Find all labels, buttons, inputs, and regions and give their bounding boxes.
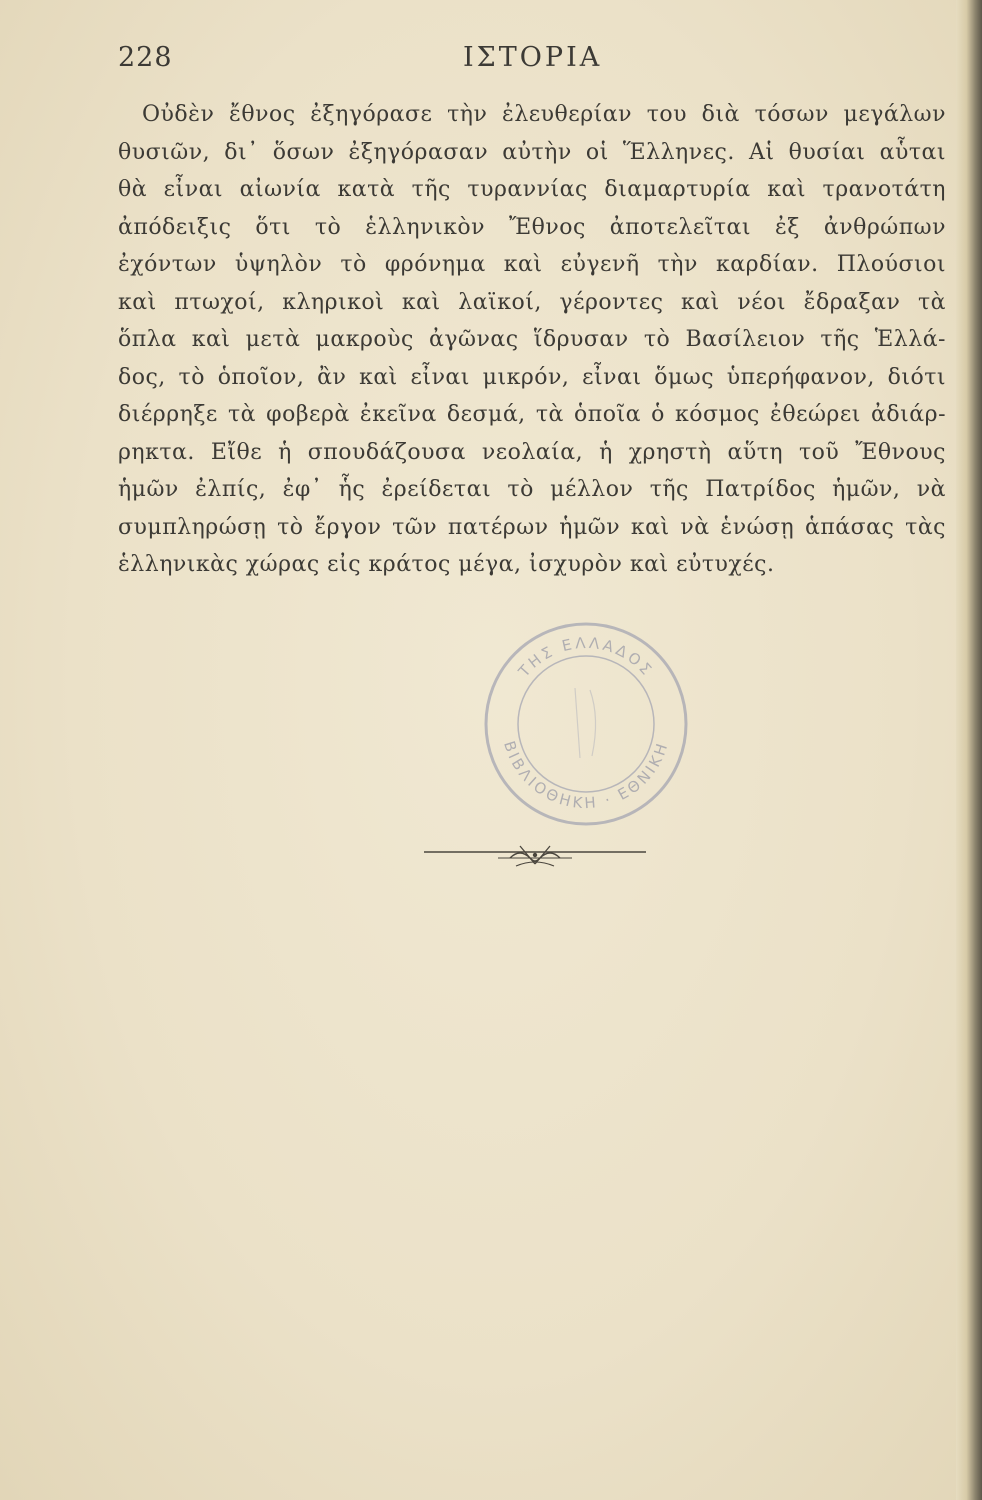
text-line: ἀπόδειξις ὅτι τὸ ἑλληνικὸν Ἔθνος ἀποτελεῖται ἐξ ἀνθρώπων: [118, 214, 946, 240]
tailpiece-ornament: [424, 838, 646, 878]
text-line: ρηκτα. Εἴθε ἡ σπουδάζουσα νεολαία, ἡ χρηστὴ αὕτη τοῦ Ἔθνους: [118, 439, 946, 465]
text-line: ἡμῶν ἐλπίς, ἐφ᾽ ἧς ἐρείδεται τὸ μέλλον τῆς Πατρίδος ἡμῶν, νὰ: [118, 477, 946, 502]
page-edge-shadow: [956, 0, 982, 1500]
body-paragraph: [118, 96, 946, 584]
page-number: 228: [118, 42, 173, 73]
text-line: θὰ εἶναι αἰωνία κατὰ τῆς τυραννίας διαμαρτυρία καὶ τρανοτάτη: [118, 177, 946, 202]
text-line: ἑλληνικὰς χώρας εἰς κράτος μέγα, ἰσχυρὸν καὶ εὐτυχές.: [118, 552, 775, 577]
library-stamp: [480, 618, 692, 830]
page-header: [118, 42, 948, 82]
text-line: συμπληρώσῃ τὸ ἔργον τῶν πατέρων ἡμῶν καὶ νὰ ἑνώσῃ ἁπάσας τὰς: [118, 514, 946, 540]
text-line: ὅπλα καὶ μετὰ μακροὺς ἀγῶνας ἵδρυσαν τὸ Βασίλειον τῆς Ἑλλά-: [118, 327, 946, 352]
text-line: ἐχόντων ὑψηλὸν τὸ φρόνημα καὶ εὐγενῆ τὴν καρδίαν. Πλούσιοι: [118, 252, 946, 277]
text-line: δος, τὸ ὁποῖον, ἂν καὶ εἶναι μικρόν, εἶναι ὅμως ὑπερήφανον, διότι: [118, 364, 946, 390]
text-line: Οὐδὲν ἔθνος ἐξηγόρασε τὴν ἐλευθερίαν του διὰ τόσων μεγάλων: [142, 102, 946, 127]
stamp-text-top: ΤΗΣ ΕΛΛΑΔΟΣ: [514, 633, 658, 681]
text-line: διέρρηξε τὰ φοβερὰ ἐκεῖνα δεσμά, τὰ ὁποῖα ὁ κόσμος ἐθεώρει ἀδιάρ-: [118, 402, 946, 427]
running-title: ΙΣΤΟΡΙΑ: [463, 42, 603, 73]
text-line: θυσιῶν, δι᾽ ὅσων ἐξηγόρασαν αὐτὴν οἱ Ἕλληνες. Αἱ θυσίαι αὗται: [118, 139, 946, 165]
text-line: καὶ πτωχοί, κληρικοὶ καὶ λαϊκοί, γέροντες καὶ νέοι ἔδραξαν τὰ: [118, 289, 946, 315]
stamp-text-bottom: ΒΙΒΛΙΟΘΗΚΗ · ΕΘΝΙΚΗ: [500, 738, 672, 813]
